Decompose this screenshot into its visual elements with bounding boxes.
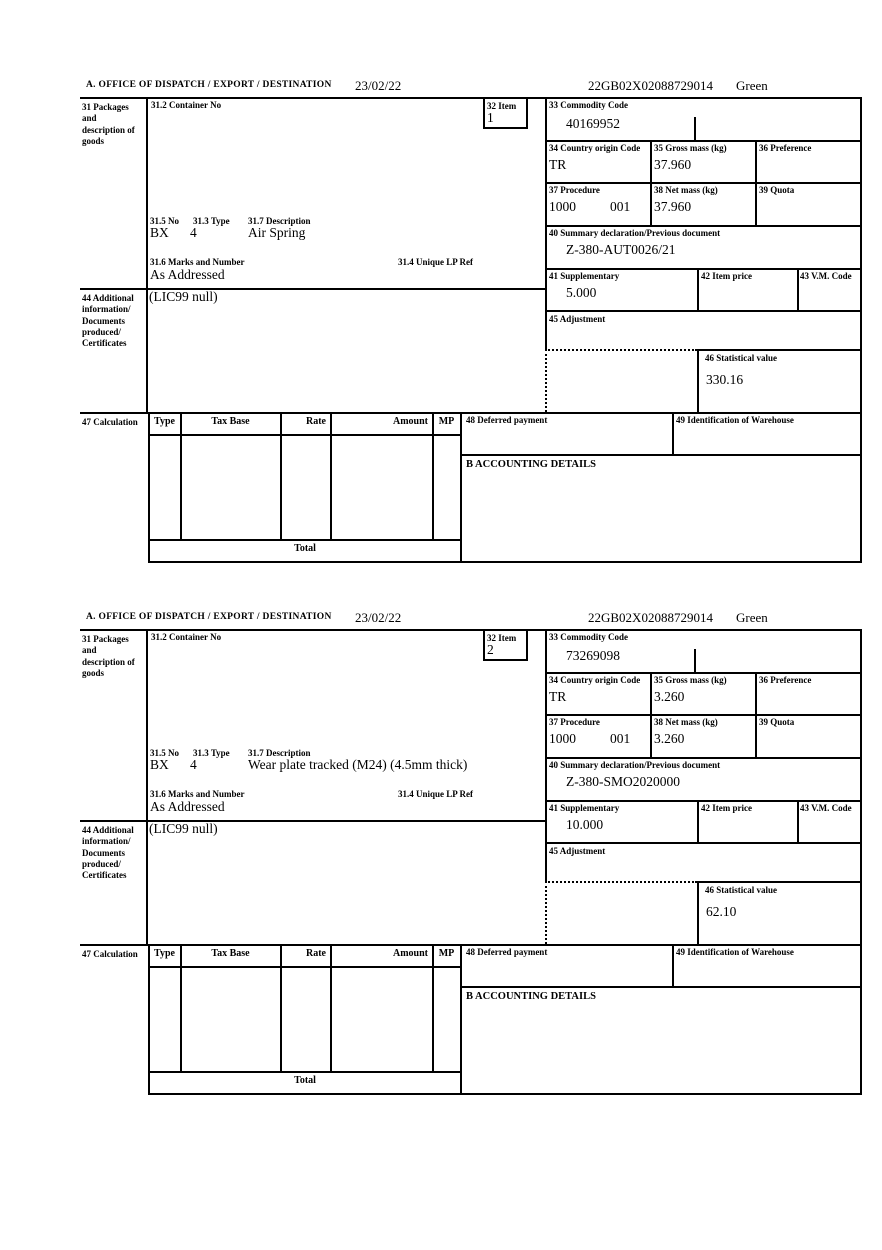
- box32-label: 32 Item: [487, 101, 517, 111]
- additional-info-value: (LIC99 null): [149, 289, 218, 304]
- box45-label: 45 Adjustment: [549, 314, 606, 324]
- border-line: [460, 1093, 862, 1095]
- border-line: [672, 412, 674, 456]
- box31-4-label: 31.4 Unique LP Ref: [398, 257, 474, 267]
- border-line: [80, 629, 862, 631]
- box39-label: 39 Quota: [759, 717, 795, 727]
- border-line: [148, 539, 462, 541]
- border-line: [697, 881, 699, 944]
- box33-label: 33 Commodity Code: [549, 100, 628, 110]
- previous-document-value: Z-380-AUT0026/21: [566, 242, 676, 257]
- border-line: [148, 966, 462, 968]
- box31-label: 31 Packages and description of goods: [82, 634, 135, 678]
- border-line: [545, 629, 547, 883]
- commodity-code-value: 40169952: [566, 116, 620, 131]
- border-line: [80, 944, 862, 946]
- border-line: [460, 561, 862, 563]
- total-label: Total: [294, 1075, 316, 1086]
- gross-mass-value: 3.260: [654, 689, 685, 704]
- box31-5-label: 31.5 No: [150, 216, 179, 226]
- dotted-border: [545, 349, 547, 412]
- item-block-2: [0, 610, 882, 1095]
- description-value: Wear plate tracked (M24) (4.5mm thick): [248, 757, 468, 772]
- border-line: [80, 97, 862, 99]
- box44-label: 44 Additional information/ Documents produced/ Certificates: [82, 825, 134, 880]
- dotted-border: [545, 881, 547, 944]
- box33-label: 33 Commodity Code: [549, 632, 628, 642]
- box46-label: 46 Statistical value: [705, 885, 777, 895]
- border-line: [755, 182, 757, 225]
- procedure-extra-value: 001: [610, 731, 631, 746]
- border-line: [697, 268, 699, 310]
- box43-label: 43 V.M. Code: [800, 271, 852, 281]
- package-no-value: BX: [150, 757, 169, 772]
- package-type-value: 4: [190, 225, 197, 240]
- box38-label: 38 Net mass (kg): [654, 717, 718, 727]
- col-type-header: Type: [154, 948, 175, 959]
- border-line: [650, 182, 652, 225]
- border-line: [545, 800, 860, 802]
- supplementary-value: 5.000: [566, 285, 597, 300]
- net-mass-value: 37.960: [654, 199, 692, 214]
- box31-3-label: 31.3 Type: [193, 216, 230, 226]
- box42-label: 42 Item price: [701, 803, 752, 813]
- dispatch-date: 23/02/22: [355, 78, 402, 93]
- box49-label: 49 Identification of Warehouse: [676, 947, 794, 957]
- border-line: [545, 672, 860, 674]
- border-line: [280, 944, 282, 1071]
- col-tax-base-header: Tax Base: [211, 948, 250, 959]
- box45-label: 45 Adjustment: [549, 846, 606, 856]
- box31-7-label: 31.7 Description: [248, 748, 311, 758]
- border-line: [148, 434, 462, 436]
- section-a-title: A. OFFICE OF DISPATCH / EXPORT / DESTINATION: [86, 612, 332, 622]
- border-line: [755, 714, 757, 757]
- col-mp-header: MP: [438, 416, 455, 427]
- procedure-extra-value: 001: [610, 199, 631, 214]
- border-line: [180, 944, 182, 1071]
- border-line: [672, 944, 674, 988]
- border-line: [280, 412, 282, 539]
- box31-3-label: 31.3 Type: [193, 748, 230, 758]
- marks-value: As Addressed: [150, 267, 225, 282]
- border-line: [80, 412, 862, 414]
- border-line: [545, 310, 860, 312]
- border-line: [755, 140, 757, 182]
- box34-label: 34 Country origin Code: [549, 143, 641, 153]
- description-value: Air Spring: [248, 225, 306, 240]
- routing-status: Green: [736, 610, 768, 625]
- mrn: 22GB02X02088729014: [588, 78, 713, 93]
- package-no-value: BX: [150, 225, 169, 240]
- border-line: [146, 629, 148, 946]
- dotted-border: [545, 881, 697, 883]
- box36-label: 36 Preference: [759, 143, 812, 153]
- procedure-value: 1000: [549, 199, 576, 214]
- package-type-value: 4: [190, 757, 197, 772]
- marks-value: As Addressed: [150, 799, 225, 814]
- dotted-border: [545, 349, 697, 351]
- dispatch-date: 23/02/22: [355, 610, 402, 625]
- total-label: Total: [294, 543, 316, 554]
- border-line: [650, 140, 652, 182]
- accounting-details-label: B ACCOUNTING DETAILS: [466, 991, 596, 1002]
- country-origin-value: TR: [549, 157, 567, 172]
- item-number-value: 2: [487, 642, 494, 657]
- box31-5-label: 31.5 No: [150, 748, 179, 758]
- border-line: [330, 944, 332, 1071]
- box49-label: 49 Identification of Warehouse: [676, 415, 794, 425]
- border-line: [797, 800, 799, 842]
- border-line: [545, 842, 860, 844]
- box41-label: 41 Supplementary: [549, 803, 620, 813]
- commodity-code-divider: [694, 117, 696, 140]
- border-line: [545, 757, 860, 759]
- border-line: [146, 97, 148, 414]
- item-number-value: 1: [487, 110, 494, 125]
- box31-2-label: 31.2 Container No: [151, 100, 222, 110]
- border-line: [545, 268, 860, 270]
- box47-label: 47 Calculation: [82, 949, 138, 959]
- box31-label: 31 Packages and description of goods: [82, 102, 135, 146]
- col-amount-header: Amount: [392, 416, 428, 427]
- section-a-title: A. OFFICE OF DISPATCH / EXPORT / DESTINATION: [86, 80, 332, 90]
- box37-label: 37 Procedure: [549, 185, 600, 195]
- border-line: [697, 881, 860, 883]
- box31-7-label: 31.7 Description: [248, 216, 311, 226]
- box39-label: 39 Quota: [759, 185, 795, 195]
- col-mp-header: MP: [438, 948, 455, 959]
- box40-label: 40 Summary declaration/Previous document: [549, 760, 721, 770]
- gross-mass-value: 37.960: [654, 157, 692, 172]
- border-line: [460, 454, 860, 456]
- border-line: [545, 182, 860, 184]
- border-line: [650, 672, 652, 714]
- item-block-1: [0, 78, 882, 563]
- previous-document-value: Z-380-SMO2020000: [566, 774, 680, 789]
- procedure-value: 1000: [549, 731, 576, 746]
- border-line: [860, 629, 862, 1095]
- box35-label: 35 Gross mass (kg): [654, 143, 727, 153]
- border-line: [432, 412, 434, 539]
- col-tax-base-header: Tax Base: [211, 416, 250, 427]
- border-line: [545, 714, 860, 716]
- border-line: [432, 944, 434, 1071]
- additional-info-value: (LIC99 null): [149, 821, 218, 836]
- statistical-value: 62.10: [706, 904, 737, 919]
- box38-label: 38 Net mass (kg): [654, 185, 718, 195]
- col-rate-header: Rate: [306, 416, 326, 427]
- box42-label: 42 Item price: [701, 271, 752, 281]
- border-line: [545, 225, 860, 227]
- box40-label: 40 Summary declaration/Previous document: [549, 228, 721, 238]
- box34-label: 34 Country origin Code: [549, 675, 641, 685]
- box48-label: 48 Deferred payment: [466, 947, 548, 957]
- col-amount-header: Amount: [392, 948, 428, 959]
- commodity-code-divider: [694, 649, 696, 672]
- box31-6-label: 31.6 Marks and Number: [150, 257, 245, 267]
- border-line: [330, 412, 332, 539]
- border-line: [797, 268, 799, 310]
- col-type-header: Type: [154, 416, 175, 427]
- box31-2-label: 31.2 Container No: [151, 632, 222, 642]
- box36-label: 36 Preference: [759, 675, 812, 685]
- box41-label: 41 Supplementary: [549, 271, 620, 281]
- net-mass-value: 3.260: [654, 731, 685, 746]
- border-line: [148, 561, 460, 563]
- border-line: [148, 1071, 462, 1073]
- border-line: [697, 800, 699, 842]
- box35-label: 35 Gross mass (kg): [654, 675, 727, 685]
- border-line: [148, 1093, 460, 1095]
- border-line: [755, 672, 757, 714]
- box43-label: 43 V.M. Code: [800, 803, 852, 813]
- routing-status: Green: [736, 78, 768, 93]
- border-line: [460, 986, 860, 988]
- mrn: 22GB02X02088729014: [588, 610, 713, 625]
- border-line: [650, 714, 652, 757]
- border-line: [860, 97, 862, 563]
- box31-6-label: 31.6 Marks and Number: [150, 789, 245, 799]
- box31-4-label: 31.4 Unique LP Ref: [398, 789, 474, 799]
- supplementary-value: 10.000: [566, 817, 604, 832]
- box46-label: 46 Statistical value: [705, 353, 777, 363]
- border-line: [697, 349, 699, 412]
- border-line: [697, 349, 860, 351]
- box47-label: 47 Calculation: [82, 417, 138, 427]
- statistical-value: 330.16: [706, 372, 744, 387]
- box32-label: 32 Item: [487, 633, 517, 643]
- box44-label: 44 Additional information/ Documents produced/ Certificates: [82, 293, 134, 348]
- border-line: [545, 97, 547, 351]
- border-line: [545, 140, 860, 142]
- border-line: [180, 412, 182, 539]
- commodity-code-value: 73269098: [566, 648, 620, 663]
- box48-label: 48 Deferred payment: [466, 415, 548, 425]
- col-rate-header: Rate: [306, 948, 326, 959]
- box37-label: 37 Procedure: [549, 717, 600, 727]
- country-origin-value: TR: [549, 689, 567, 704]
- accounting-details-label: B ACCOUNTING DETAILS: [466, 459, 596, 470]
